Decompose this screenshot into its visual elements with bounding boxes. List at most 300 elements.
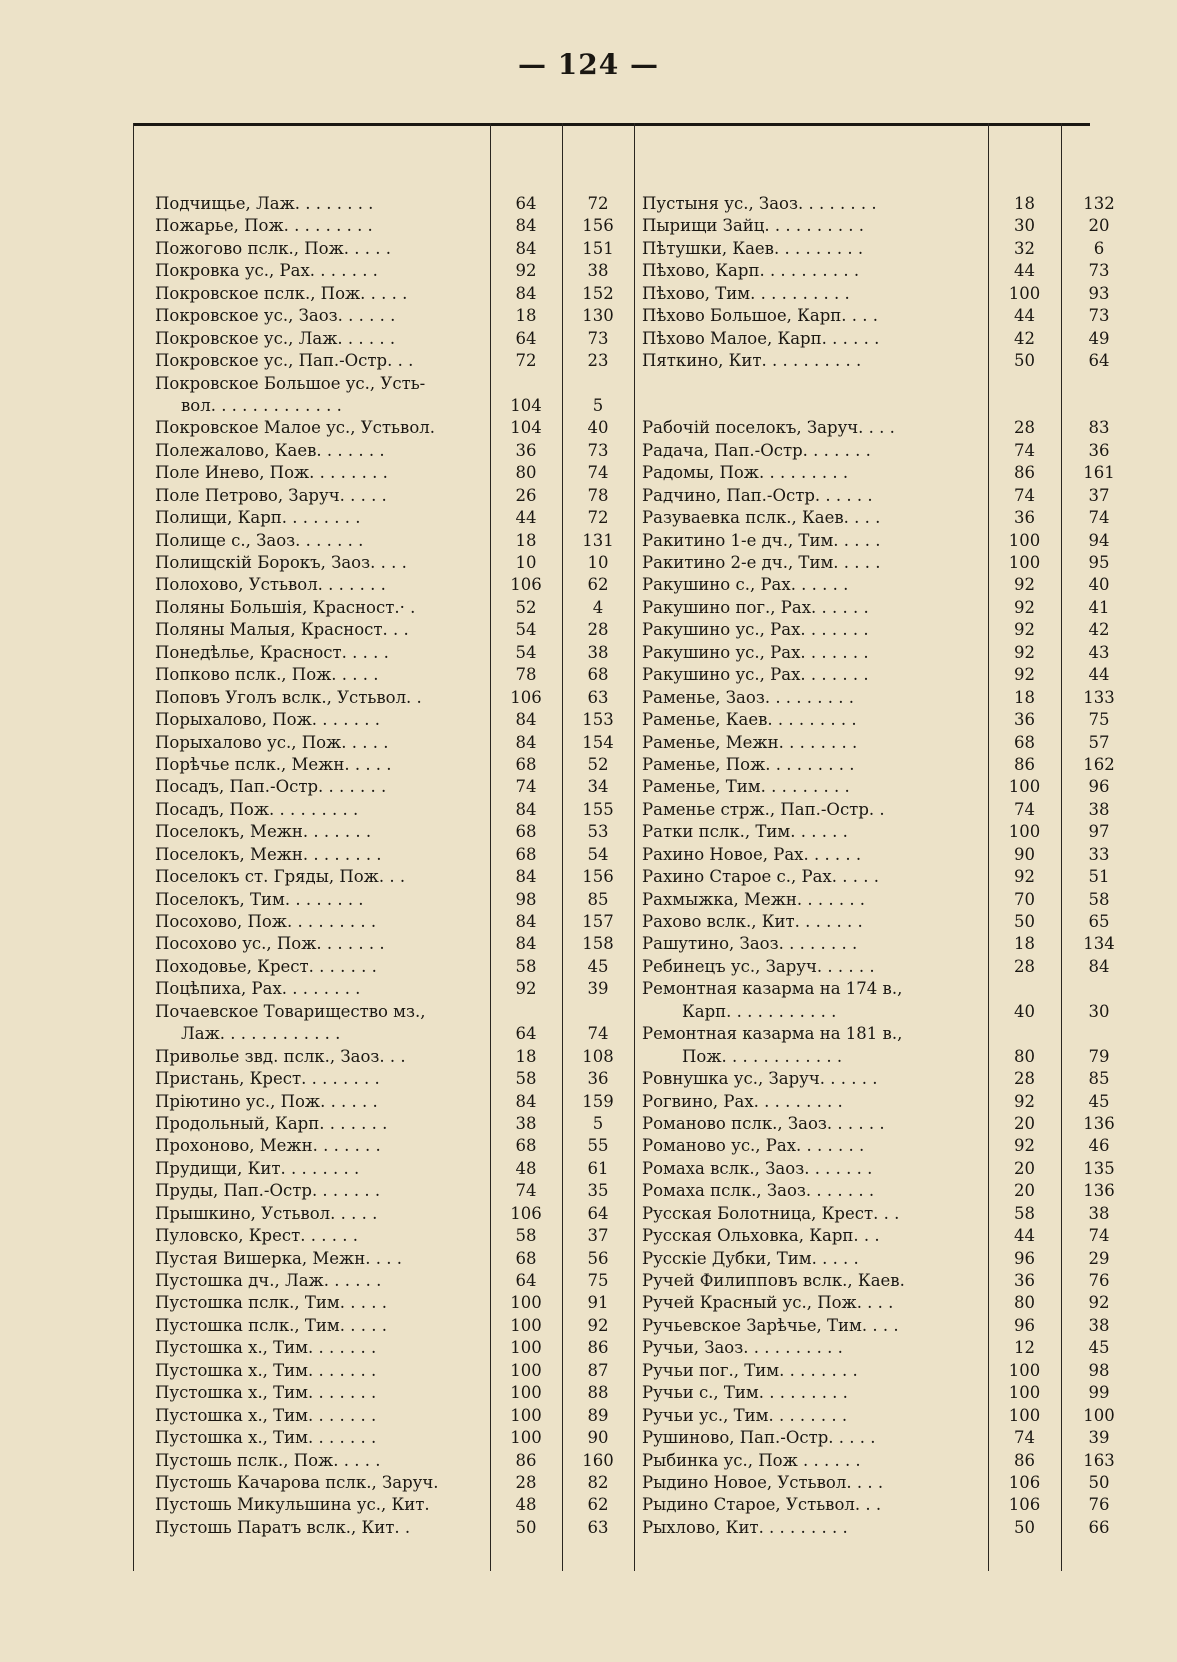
entry-name: Порѣчье пслк., Межн. . . . .: [155, 754, 392, 774]
entry-number: 100: [1008, 1360, 1041, 1380]
entry-number: 135: [1083, 1158, 1115, 1178]
entry-number: 100: [510, 1338, 542, 1358]
entry-name: Ручьи, Заоз. . . . . . . . . .: [642, 1338, 843, 1358]
entry-number: 83: [1088, 418, 1110, 438]
entry-number: 82: [587, 1472, 609, 1492]
entry-number: 68: [587, 665, 609, 685]
entry-number: 84: [515, 912, 537, 931]
entry-name: Посадъ, Пож. . . . . . . . .: [155, 799, 359, 819]
entry-number: [490, 373, 562, 395]
entry-name: Ремонтная казарма на 181 в.,: [642, 1024, 903, 1044]
entry-name: Поселокъ, Тим. . . . . . . .: [155, 889, 364, 909]
entry-number: 73: [1088, 261, 1110, 281]
entry-number: 106: [1008, 1495, 1041, 1515]
entry-number: 64: [515, 1271, 537, 1290]
entry-number: 93: [1088, 283, 1110, 303]
entry-name: Русская Болотница, Крест. . .: [642, 1203, 900, 1223]
entry-name: Пристань, Крест. . . . . . . .: [155, 1069, 380, 1089]
entry-number: 18: [1014, 687, 1035, 707]
entry-name: Полищскій Борокъ, Заоз. . . .: [155, 553, 407, 572]
entry-number: 92: [515, 261, 537, 281]
entry-number: 29: [1088, 1248, 1110, 1268]
entry-number: 134: [1083, 934, 1115, 954]
entry-number: 64: [1088, 351, 1110, 371]
entry-name: Подчищье, Лаж. . . . . . . .: [155, 194, 374, 213]
entry-number: 78: [587, 485, 609, 505]
entry-number: 161: [1083, 463, 1115, 483]
entry-name: Ромаха вслк., Заоз. . . . . . .: [642, 1158, 873, 1178]
entry-number: 43: [1088, 642, 1110, 662]
entry-name: Пожогово пслк., Пож. . . . .: [155, 238, 391, 258]
entry-number: 79: [1088, 1046, 1110, 1066]
entry-number: 133: [1083, 687, 1115, 707]
entry-number: [988, 395, 1061, 417]
entry-name: Разуваевка пслк., Каев. . . .: [642, 508, 881, 528]
entry-name: Покровское Большое ус., Усть-: [155, 373, 426, 393]
entry-number: 92: [587, 1315, 609, 1335]
entry-number: 4: [592, 597, 604, 617]
entry-number: 36: [587, 1069, 609, 1089]
entry-number: 49: [1088, 328, 1110, 348]
entry-number: 100: [510, 1428, 542, 1448]
entry-number: 100: [510, 1315, 542, 1335]
entry-number: 92: [1014, 642, 1035, 662]
right-num1-column: [988, 193, 1061, 1539]
entry-name: Раменье, Тим. . . . . . . . .: [642, 777, 850, 797]
entry-number: 40: [587, 418, 609, 438]
entry-number: 100: [510, 1383, 542, 1403]
entry-name: Ручей Красный ус., Пож. . . .: [642, 1293, 894, 1313]
entry-name: Ручьевское Зарѣчье, Тим. . . .: [642, 1315, 899, 1335]
entry-number: 38: [1088, 799, 1110, 819]
entry-name: Ремонтная казарма на 174 в.,: [642, 979, 903, 999]
entry-number: 80: [515, 463, 537, 483]
entry-number: 68: [515, 754, 537, 774]
entry-number: 88: [587, 1383, 609, 1403]
entry-name: Ратки пслк., Тим. . . . . .: [642, 822, 848, 842]
entry-number: 92: [1014, 1136, 1035, 1156]
entry-number: 160: [582, 1450, 614, 1470]
entry-name: Почаевское Товарищество мз.,: [155, 1001, 426, 1021]
entry-number: [1061, 978, 1137, 1000]
entry-number: 84: [515, 867, 537, 887]
entry-number: 37: [1088, 485, 1110, 505]
entry-number: 156: [582, 867, 614, 887]
entry-name: Ракушино пог., Рах. . . . . .: [642, 597, 869, 617]
entry-name: Поселокъ ст. Гряды, Пож. . .: [155, 867, 406, 887]
entry-name: Раменье стрж., Пап.-Остр. .: [642, 799, 885, 819]
entry-number: 18: [515, 306, 537, 326]
entry-name: вол. . . . . . . . . . . . .: [181, 395, 342, 415]
entry-number: 132: [1083, 194, 1115, 213]
entry-number: 28: [1014, 418, 1035, 438]
entry-number: 52: [515, 597, 537, 617]
entry-number: 61: [587, 1158, 609, 1178]
entry-number: 74: [1088, 1226, 1110, 1246]
entry-number: 65: [1088, 912, 1110, 931]
entry-name: Пустошка х., Тим. . . . . . .: [155, 1405, 377, 1425]
entry-name: Понедѣлье, Красност. . . . .: [155, 642, 389, 662]
entry-number: 78: [515, 665, 537, 685]
entry-number: 100: [510, 1360, 542, 1380]
entry-name: Ракитино 2-е дч., Тим. . . . .: [642, 553, 881, 572]
entry-number: 68: [515, 1136, 537, 1156]
entry-number: 5: [592, 1113, 604, 1133]
entry-name: Поповъ Уголъ вслк., Устьвол. .: [155, 687, 422, 707]
entry-number: 106: [1008, 1472, 1041, 1492]
entry-number: 74: [1088, 508, 1110, 528]
entry-number: 100: [1008, 822, 1041, 842]
entry-number: 100: [1008, 283, 1041, 303]
entry-number: 50: [1014, 912, 1035, 931]
entry-number: 92: [1088, 1293, 1110, 1313]
entry-name: Радача, Пап.-Остр. . . . . . .: [642, 440, 871, 460]
entry-number: [562, 1001, 634, 1023]
entry-name: Ракушино с., Рах. . . . . .: [642, 575, 849, 595]
entry-number: 62: [587, 575, 609, 595]
entry-name: Пустошка х., Тим. . . . . . .: [155, 1338, 377, 1358]
entry-name: Пяткино, Кит. . . . . . . . . .: [642, 351, 862, 371]
entry-name: Прышкино, Устьвол. . . . .: [155, 1203, 378, 1223]
entry-number: 63: [587, 687, 609, 707]
entry-number: [1061, 1023, 1137, 1045]
entry-name: Порыхалово ус., Пож. . . . .: [155, 732, 389, 752]
entry-number: 74: [1014, 799, 1035, 819]
entry-number: 39: [1088, 1428, 1110, 1448]
entry-number: 45: [1088, 1338, 1110, 1358]
entry-number: 54: [587, 844, 609, 864]
entry-number: 100: [1008, 777, 1041, 797]
entry-name: Пустая Вишерка, Межн. . . .: [155, 1248, 402, 1268]
entry-number: 100: [1008, 530, 1041, 550]
entry-number: 91: [587, 1293, 609, 1313]
entry-number: 92: [1014, 665, 1035, 685]
entry-number: 30: [1014, 216, 1035, 236]
entry-name: Ракушино ус., Рах. . . . . . .: [642, 665, 869, 685]
entry-number: 18: [1014, 194, 1035, 213]
entry-number: 41: [1088, 597, 1110, 617]
entry-number: 84: [515, 238, 537, 258]
entry-name: Пустыня ус., Заоз. . . . . . . .: [642, 194, 877, 213]
entry-number: 136: [1083, 1113, 1115, 1133]
entry-number: 28: [587, 620, 609, 640]
entry-number: 40: [1088, 575, 1110, 595]
entry-number: 54: [515, 642, 537, 662]
entry-number: 37: [587, 1226, 609, 1246]
entry-number: 44: [1014, 261, 1035, 281]
entry-number: 159: [582, 1091, 614, 1111]
entry-name: Ракушино ус., Рах. . . . . . .: [642, 642, 869, 662]
entry-number: 35: [587, 1181, 609, 1201]
page-number: — 124 —: [518, 48, 659, 81]
left-names-column: [133, 193, 490, 1539]
entry-name: Пѣхово Большое, Карп. . . .: [642, 306, 878, 326]
entry-number: 86: [1014, 1450, 1035, 1470]
entry-number: 98: [1088, 1360, 1110, 1380]
entry-number: 23: [587, 351, 609, 371]
entry-number: 106: [510, 1203, 542, 1223]
entry-number: 162: [1083, 754, 1115, 774]
entry-name: Ручьи с., Тим. . . . . . . . .: [642, 1383, 848, 1403]
entry-name: Пож. . . . . . . . . . . .: [682, 1046, 843, 1066]
entry-number: 20: [1014, 1181, 1035, 1201]
entry-number: 72: [587, 194, 609, 213]
entry-name: Поселокъ, Межн. . . . . . .: [155, 822, 372, 842]
entry-name: [634, 395, 982, 417]
entry-name: Прохоново, Межн. . . . . . .: [155, 1136, 381, 1156]
entry-number: 97: [1088, 822, 1110, 842]
entry-name: Раменье, Заоз. . . . . . . . .: [642, 687, 854, 707]
entry-number: 90: [1014, 844, 1035, 864]
entry-number: 20: [1088, 216, 1110, 236]
entry-number: 92: [1014, 620, 1035, 640]
entry-name: Полохово, Устьвол. . . . . . .: [155, 575, 386, 595]
entry-number: 74: [515, 777, 537, 797]
entry-name: Раменье, Каев. . . . . . . . .: [642, 710, 857, 730]
entry-name: Рахино Новое, Рах. . . . . .: [642, 844, 862, 864]
entry-number: [988, 373, 1061, 395]
entry-number: 156: [582, 216, 614, 236]
entry-number: 62: [587, 1495, 609, 1515]
entry-number: 152: [582, 283, 614, 303]
entry-name: Покровское Малое ус., Устьвол.: [155, 418, 435, 438]
entry-number: 98: [515, 889, 537, 909]
entry-number: 38: [1088, 1203, 1110, 1223]
entry-name: Радчино, Пап.-Остр. . . . . .: [642, 485, 873, 505]
entry-name: Поле Петрово, Заруч. . . . .: [155, 485, 387, 505]
entry-number: 104: [510, 418, 542, 438]
entry-name: Пустошка пслк., Тим. . . . .: [155, 1293, 387, 1313]
entry-number: 28: [1014, 956, 1035, 976]
entry-name: Пуловско, Крест. . . . . .: [155, 1226, 358, 1246]
entry-number: 74: [587, 463, 609, 483]
entry-number: 86: [515, 1450, 537, 1470]
entry-number: 36: [1014, 710, 1035, 730]
entry-name: Поляны Большія, Красност.· .: [155, 597, 416, 617]
entry-number: [1061, 395, 1137, 417]
entry-number: 50: [1014, 351, 1035, 371]
entry-number: 58: [515, 1226, 537, 1246]
entry-number: 51: [1088, 867, 1110, 887]
entry-name: Романово пслк., Заоз. . . . . .: [642, 1113, 885, 1133]
entry-name: Пѣтушки, Каев. . . . . . . . .: [642, 238, 864, 258]
entry-name: Рыхлово, Кит. . . . . . . . .: [642, 1517, 848, 1537]
entry-name: Покровское ус., Пап.-Остр. . .: [155, 351, 414, 371]
entry-name: Покровское ус., Заоз. . . . . .: [155, 306, 396, 326]
entry-number: 46: [1088, 1136, 1110, 1156]
entry-number: 63: [587, 1517, 609, 1537]
entry-number: 64: [515, 1024, 537, 1044]
entry-number: 64: [587, 1203, 609, 1223]
entry-number: 73: [587, 440, 609, 460]
entry-number: 20: [1014, 1158, 1035, 1178]
entry-number: 92: [1014, 1091, 1035, 1111]
entry-name: Рушиново, Пап.-Остр. . . . .: [642, 1428, 876, 1448]
entry-number: 157: [582, 912, 614, 931]
entry-number: [1061, 373, 1137, 395]
entry-name: Покровское пслк., Пож. . . . .: [155, 283, 408, 303]
entry-number: 76: [1088, 1271, 1110, 1290]
entry-number: 86: [587, 1338, 609, 1358]
entry-name: Пустошка х., Тим. . . . . . .: [155, 1428, 377, 1448]
entry-name: Покровка ус., Рах. . . . . . .: [155, 261, 378, 281]
entry-name: Прудищи, Кит. . . . . . . .: [155, 1158, 360, 1178]
entry-number: 54: [515, 620, 537, 640]
entry-name: Ракитино 1-е дч., Тим. . . . .: [642, 530, 881, 550]
entry-number: 30: [1088, 1001, 1110, 1021]
entry-name: Покровское ус., Лаж. . . . . .: [155, 328, 396, 348]
entry-number: 34: [587, 777, 609, 797]
entry-number: 74: [1014, 440, 1035, 460]
entry-name: Полежалово, Каев. . . . . . .: [155, 440, 385, 460]
entry-number: 53: [587, 822, 609, 842]
entry-name: Посохово, Пож. . . . . . . . .: [155, 912, 377, 931]
entry-number: 84: [1088, 956, 1110, 976]
entry-number: 72: [515, 351, 537, 371]
entry-number: 36: [515, 440, 537, 460]
entry-name: Лаж. . . . . . . . . . . .: [181, 1024, 341, 1044]
entry-name: Рахино Старое с., Рах. . . . .: [642, 867, 879, 887]
entry-name: Пустошь Качарова пслк., Заруч.: [155, 1472, 439, 1492]
entry-name: Ракушино ус., Рах. . . . . . .: [642, 620, 869, 640]
entry-number: [490, 1001, 562, 1023]
entry-number: 84: [515, 732, 537, 752]
entry-name: Пѣхово, Карп. . . . . . . . . .: [642, 261, 860, 281]
left-num2-column: [562, 193, 634, 1539]
entry-number: 68: [1014, 732, 1035, 752]
entry-number: [988, 1023, 1061, 1045]
entry-number: 73: [1088, 306, 1110, 326]
entry-number: 45: [1088, 1091, 1110, 1111]
entry-name: Рогвино, Рах. . . . . . . . .: [642, 1091, 843, 1111]
entry-number: 74: [515, 1181, 537, 1201]
entry-number: 163: [1083, 1450, 1115, 1470]
entry-name: Пустошка х., Тим. . . . . . .: [155, 1360, 377, 1380]
entry-name: Рыдино Новое, Устьвол. . . .: [642, 1472, 884, 1492]
entry-name: Приволье звд. пслк., Заоз. . .: [155, 1046, 406, 1066]
entry-number: 84: [515, 934, 537, 954]
entry-number: 36: [1014, 508, 1035, 528]
entry-number: 75: [1088, 710, 1110, 730]
entry-name: Ровнушка ус., Заруч. . . . . .: [642, 1069, 878, 1089]
entry-name: Пырищи Зайц. . . . . . . . . .: [642, 216, 865, 236]
entry-number: 80: [1014, 1293, 1035, 1313]
entry-name: Рахмыжка, Межн. . . . . . .: [642, 889, 866, 909]
entry-name: Раменье, Пож. . . . . . . . .: [642, 754, 855, 774]
entry-number: 74: [587, 1024, 609, 1044]
entry-number: 44: [1088, 665, 1110, 685]
entry-number: 86: [1014, 463, 1035, 483]
entry-number: 85: [1088, 1069, 1110, 1089]
entry-number: 64: [515, 194, 537, 213]
entry-name: Порыхалово, Пож. . . . . . .: [155, 710, 380, 730]
entry-number: 92: [1014, 867, 1035, 887]
entry-number: 44: [1014, 1226, 1035, 1246]
entry-name: Рыдино Старое, Устьвол. . .: [642, 1495, 882, 1515]
entry-number: 32: [1014, 238, 1035, 258]
entry-number: 40: [1014, 1001, 1035, 1021]
entry-name: Русская Ольховка, Карп. . .: [642, 1226, 880, 1246]
entry-number: 56: [587, 1248, 609, 1268]
entry-number: 33: [1088, 844, 1110, 864]
entry-number: 84: [515, 216, 537, 236]
entry-number: 52: [587, 754, 609, 774]
entry-number: 108: [582, 1046, 614, 1066]
entry-name: Радомы, Пож. . . . . . . . .: [642, 463, 849, 483]
entry-number: 100: [510, 1293, 542, 1313]
entry-name: Ромаха пслк., Заоз. . . . . . .: [642, 1181, 875, 1201]
entry-number: 72: [587, 508, 609, 528]
entry-number: 75: [587, 1271, 609, 1290]
entry-name: Рахово вслк., Кит. . . . . . .: [642, 912, 863, 931]
entry-number: 89: [587, 1405, 609, 1425]
entry-number: 74: [1014, 1428, 1035, 1448]
entry-number: 44: [515, 508, 537, 528]
entry-number: 100: [510, 1405, 542, 1425]
entry-name: Ручьи пог., Тим. . . . . . . .: [642, 1360, 858, 1380]
entry-number: 136: [1083, 1181, 1115, 1201]
entry-number: 106: [510, 575, 542, 595]
entry-number: 100: [1083, 1405, 1115, 1425]
entry-name: Пустошь Микульшина ус., Кит.: [155, 1495, 430, 1515]
entry-number: 70: [1014, 889, 1035, 909]
entry-number: 38: [1088, 1315, 1110, 1335]
entry-name: Походовье, Крест. . . . . . .: [155, 956, 377, 976]
entry-number: 76: [1088, 1495, 1110, 1515]
entry-number: 155: [582, 799, 614, 819]
entry-name: Полищи, Карп. . . . . . . .: [155, 508, 361, 528]
entry-number: 44: [1014, 306, 1035, 326]
entry-number: 38: [515, 1113, 537, 1133]
entry-number: 48: [515, 1158, 537, 1178]
entry-number: 74: [1014, 485, 1035, 505]
entry-number: 94: [1088, 530, 1110, 550]
entry-number: 66: [1088, 1517, 1110, 1537]
entry-number: 39: [587, 979, 609, 999]
entry-name: Пріютино ус., Пож. . . . . .: [155, 1091, 378, 1111]
entry-number: [562, 373, 634, 395]
entry-number: 96: [1088, 777, 1110, 797]
entry-number: 104: [510, 395, 542, 415]
entry-name: Поляны Малыя, Красност. . .: [155, 620, 409, 640]
entry-number: 18: [515, 530, 537, 550]
entry-name: Пѣхово, Тим. . . . . . . . . .: [642, 283, 850, 303]
entry-name: Поле Инево, Пож. . . . . . . .: [155, 463, 388, 483]
entry-number: 48: [515, 1495, 537, 1515]
entry-number: 153: [582, 710, 614, 730]
entry-number: 58: [1088, 889, 1110, 909]
entry-number: 68: [515, 844, 537, 864]
right-num2-column: [1061, 193, 1137, 1539]
entry-number: 100: [1008, 553, 1041, 572]
entry-name: Романово ус., Рах. . . . . . .: [642, 1136, 865, 1156]
entry-number: 100: [1008, 1405, 1041, 1425]
entry-number: 10: [515, 553, 537, 572]
entry-name: Ручьи ус., Тим. . . . . . . .: [642, 1405, 848, 1425]
entry-number: [988, 978, 1061, 1000]
entry-number: 10: [587, 553, 609, 572]
entry-number: 38: [587, 642, 609, 662]
entry-name: Пустошь пслк., Пож. . . . .: [155, 1450, 381, 1470]
entry-name: Ребинецъ ус., Заруч. . . . . .: [642, 956, 875, 976]
entry-name: [634, 373, 982, 395]
entry-name: Карп. . . . . . . . . . .: [682, 1001, 837, 1021]
entry-name: Пустошка х., Тим. . . . . . .: [155, 1383, 377, 1403]
entry-number: 154: [582, 732, 614, 752]
entry-name: Посохово ус., Пож. . . . . . .: [155, 934, 385, 954]
entry-number: 92: [1014, 597, 1035, 617]
entry-number: 64: [515, 328, 537, 348]
